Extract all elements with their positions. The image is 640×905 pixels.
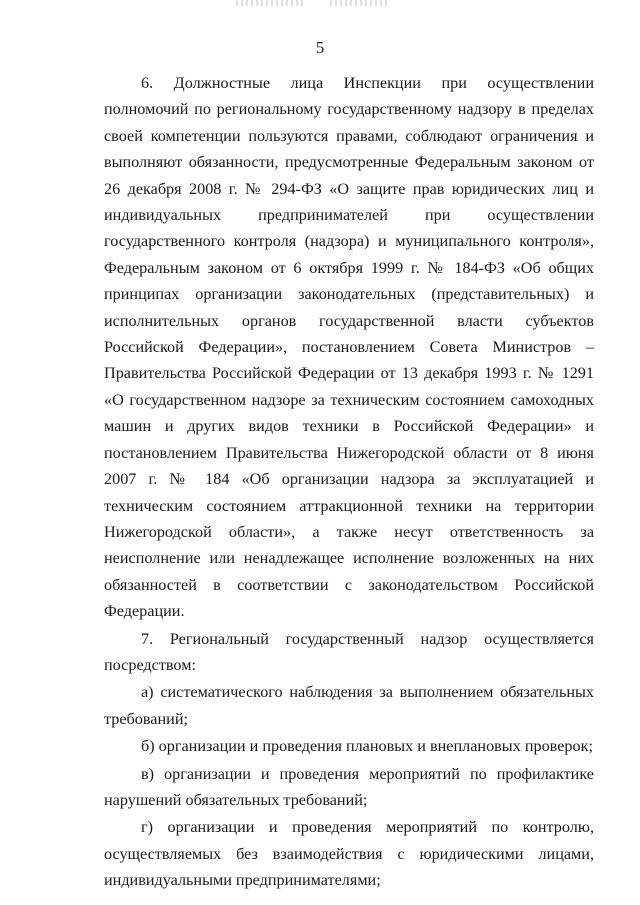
list-item-v: в) организации и проведения мероприятий по профилактике нарушений обязательных требований; [104, 764, 594, 809]
list-item-b: б) организации и проведения плановых и внеплановых проверок; [141, 737, 593, 756]
page-number: 5 [315, 38, 325, 57]
paragraph-6: 6. Должностные лица Инспекции при осуществлении полномочий по региональному государственному надзору в пределах своей компетенции пользуются правами, соблюдают ограничения и выполняют обязанности, предусмотренные Федеральным законом от 26 декабря 2008 г. № 294-ФЗ «О защите прав юридических лиц и индивидуальных предпринимателей при осуществлении государственного контроля (надзора) и муниципального контроля», Федеральным законом от 6 октября 1999 г. № 184-ФЗ «Об общих принципах организации законодательных (представительных) и исполнительных органов государственной власти субъектов Российской Федерации», постановлением Совета Министров – Правительства Российской Федерации от 13 декабря 1993 г. № 1291 «О государственном надзоре за техническим состоянием самоходных машин и других видов техники в Российской Федерации» и постановлением Правительства Нижегородской области от 8 июня 2007 г. № 184 «Об организации надзора за эксплуатацией и техническим состоянием аттракционной техники на территории Нижегородской области», а также несут ответственность за неисполнение или ненадлежащее исполнение возложенных на них обязанностей в соответствии с законодательством Российской Федерации. [104, 74, 594, 621]
list-item-a: а) систематического наблюдения за выполнением обязательных требований; [104, 683, 594, 728]
document-body [104, 70, 594, 894]
list-item-g: г) организации и проведения мероприятий по контролю, осуществляемых без взаимодействия с юридическими лицами, индивидуальными предпринимателями; [104, 818, 594, 890]
paragraph-7: 7. Региональный государственный надзор осуществляется посредством: [104, 629, 594, 674]
scan-artifact [236, 0, 306, 6]
scan-artifact [330, 0, 390, 6]
